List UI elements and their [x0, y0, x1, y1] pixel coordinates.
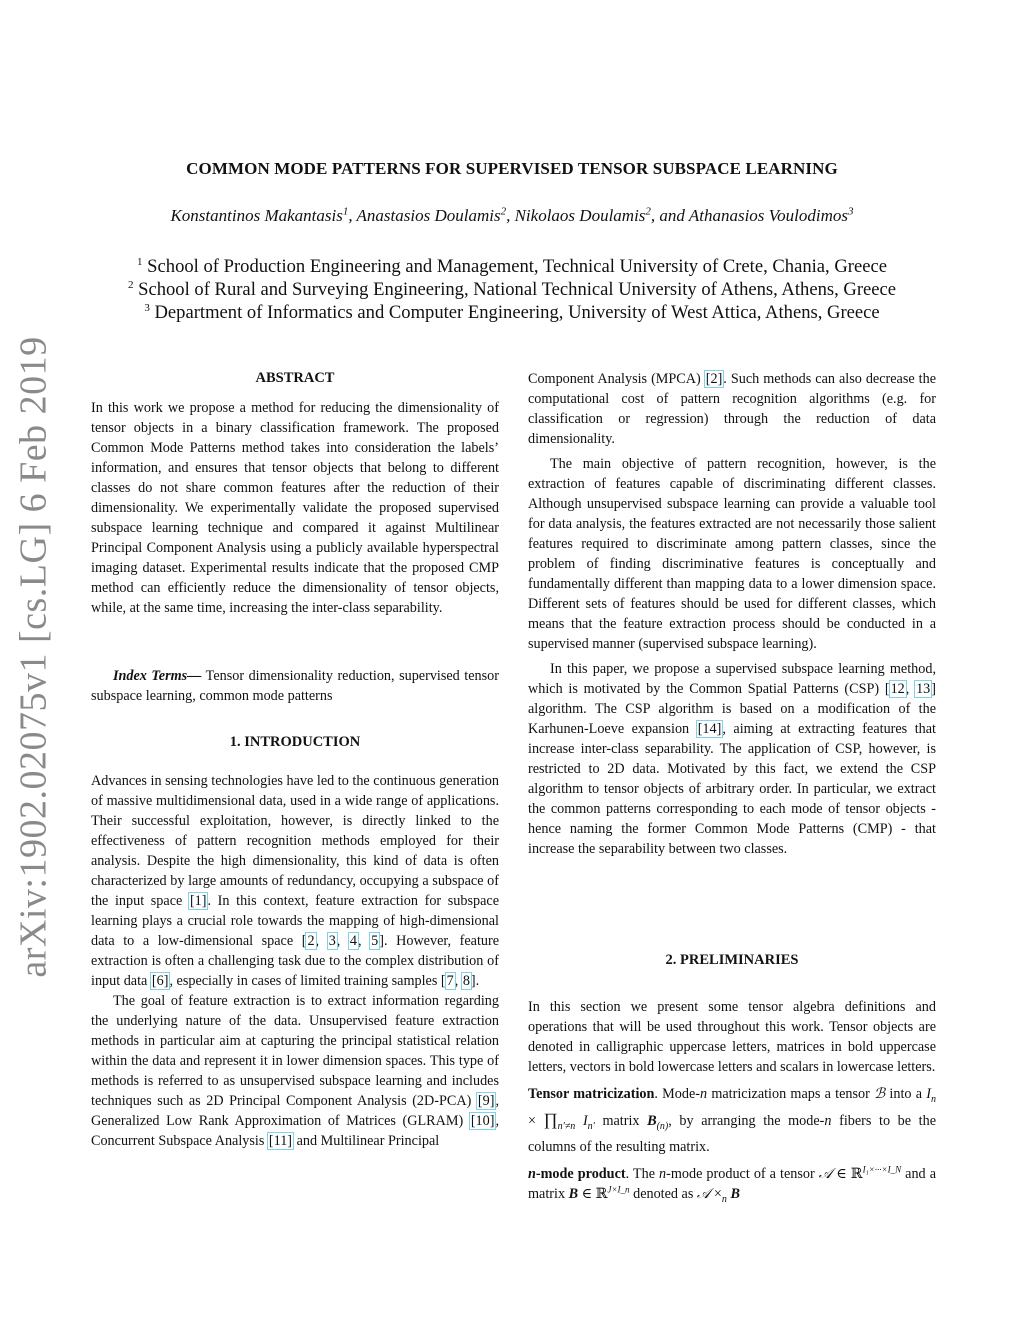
- intro-paragraph-2: [91, 991, 499, 1151]
- math-superscript: J×I_n: [607, 1183, 630, 1194]
- math-subscript: (n): [656, 1120, 669, 1132]
- text-run: ].: [470, 973, 480, 989]
- citation-link[interactable]: 7: [446, 973, 454, 989]
- index-terms-label: Index Terms—: [113, 668, 202, 684]
- citation-link[interactable]: [6]: [151, 973, 169, 989]
- author-name: Anastasios Doulamis: [356, 206, 501, 225]
- math-symbol: 𝒜: [696, 1185, 711, 1202]
- affiliation-number: 1: [137, 255, 143, 268]
- affiliation-line: [80, 255, 944, 278]
- text-run: and Multilinear Principal: [293, 1133, 440, 1149]
- text-run: , by arranging the mode-: [668, 1112, 825, 1129]
- text-run: matrix: [594, 1112, 648, 1129]
- text-run: , Generalized Low Rank Approximation of Matrices (GLRAM): [91, 1093, 499, 1129]
- text-run: fibers to be the columns of the resulting matrix.: [528, 1112, 936, 1155]
- text-run: . Such methods can also decrease the computational cost of pattern recognition algorithms (e.g. for classification or regression) through the reduction of data dimensionality.: [528, 371, 936, 447]
- introduction-heading: 1. INTRODUCTION: [229, 734, 361, 750]
- author-separator: ,: [348, 206, 357, 225]
- index-terms-text: Tensor dimensionality reduction, supervised tensor subspace learning, common mode patterns: [91, 668, 499, 704]
- math-symbol: n: [659, 1165, 667, 1182]
- definition-label: -mode product: [535, 1165, 626, 1182]
- math-operator: ∈: [578, 1185, 596, 1202]
- citation-link[interactable]: 2: [307, 933, 315, 949]
- text-run: , especially in cases of limited training samples [: [169, 973, 446, 989]
- affiliation-mark: 3: [848, 205, 854, 218]
- text-run: . Mode-: [654, 1086, 701, 1102]
- text-run: Component Analysis (MPCA): [528, 371, 705, 387]
- citation-link[interactable]: 12: [890, 681, 905, 697]
- affiliation-mark: 2: [500, 205, 507, 218]
- introduction-body-continued: [528, 369, 936, 859]
- math-operator: ∏: [543, 1109, 558, 1129]
- math-subscript: n′≠n: [557, 1120, 576, 1132]
- text-run: . In this context, feature extraction for subspace learning plays a crucial role towards the mapping of high-dimensional data to a low-dimensional space [: [91, 893, 499, 949]
- nmode-product-definition: [528, 1164, 936, 1210]
- math-symbol: B: [730, 1185, 740, 1202]
- abstract-body: [91, 398, 499, 618]
- author-separator: , and: [650, 206, 689, 225]
- citation-link[interactable]: 13: [916, 681, 931, 697]
- math-symbol: B: [647, 1112, 657, 1129]
- text-run: The goal of feature extraction is to extract information regarding the underlying nature of the data. Unsupervised feature extraction methods in particular aim at capturing the principal statistical relation within the data and represent it in lower dimension spaces. This type of methods is referred to as unsupervised subspace learning and includes techniques such as 2D Principal Component Analysis (2D-PCA): [91, 993, 499, 1109]
- paper-title: COMMON MODE PATTERNS FOR SUPERVISED TENSOR SUBSPACE LEARNING: [186, 159, 838, 178]
- math-symbol: n: [824, 1112, 832, 1129]
- affiliation-text: School of Production Engineering and Management, Technical University of Crete, Chania, Greece: [147, 256, 887, 277]
- arxiv-stamp: [13, 336, 56, 978]
- intro-paragraph-5: In this paper, we propose a supervised subspace learning method, which is motivated by the Common Spatial Patterns (CSP) [12, 13] algorithm. The CSP algorithm is based on a modification of the Karhunen-Loeve expansion [14], aiming at extracting features that increase inter-class separability. The application of CSP, however, is restricted to 2D data. Motivated by this fact, we extend the CSP algorithm to tensor objects of arbitrary order. In particular, we extract the common patterns corresponding to each mode of tensor objects - hence naming the former Common Mode Patterns (CMP) - that increase the separability between two classes.: [528, 661, 937, 857]
- definition-label: n: [528, 1165, 536, 1182]
- index-terms: [91, 666, 499, 706]
- math-symbol: I: [926, 1086, 932, 1102]
- affiliation-number: 2: [127, 278, 134, 291]
- math-subscript: n′: [587, 1120, 595, 1132]
- text-run: denoted as: [629, 1185, 697, 1202]
- math-operator: ×: [528, 1112, 544, 1129]
- text-run: In this paper, we propose a supervised subspace learning method, which is motivated by the Common Spatial Patterns (CSP) [: [528, 661, 936, 697]
- citation-link[interactable]: 8: [462, 973, 470, 989]
- affiliation-mark: 1: [342, 205, 349, 218]
- citation-link[interactable]: [14]: [697, 721, 722, 737]
- citation-link[interactable]: [10]: [470, 1113, 495, 1129]
- intro-paragraph-3: [528, 369, 936, 449]
- text-run: into a: [885, 1086, 927, 1102]
- text-run: -mode product of a tensor: [666, 1165, 819, 1182]
- math-subscript: n: [721, 1193, 727, 1205]
- math-symbol: 𝒜: [818, 1165, 833, 1182]
- math-symbol: I: [582, 1112, 588, 1129]
- matricization-definition: [528, 1084, 936, 1157]
- citation-link[interactable]: [2]: [705, 371, 723, 387]
- affiliation-text: School of Rural and Surveying Engineering, National Technical University of Athens, Athens, Greece: [138, 279, 897, 300]
- citation-link[interactable]: [9]: [477, 1093, 495, 1109]
- citation-link[interactable]: 4: [349, 933, 358, 949]
- introduction-body: [91, 771, 499, 1151]
- affiliation-line: [80, 278, 944, 301]
- author-name: Athanasios Voulodimos: [688, 206, 849, 225]
- text-run: . The: [625, 1165, 660, 1182]
- author-name: Nikolaos Doulamis: [514, 206, 646, 225]
- preliminaries-body: [528, 997, 936, 1209]
- abstract-heading: ABSTRACT: [255, 370, 335, 386]
- affiliation-line: [80, 301, 944, 324]
- math-symbol: ℬ: [874, 1086, 886, 1102]
- math-symbol: ℝ: [850, 1165, 863, 1182]
- prelim-paragraph-1: In this section we present some tensor algebra definitions and operations that will be used throughout this work. Tensor objects are denoted in calligraphic uppercase letters, matrices in bold uppercase letters, vectors in bold lowercase letters and scalars in lowercase letters.: [528, 999, 936, 1075]
- author-name: Konstantinos Makantasis: [170, 206, 343, 225]
- text-run: , Concurrent Subspace Analysis: [91, 1113, 499, 1149]
- math-operator: ×: [710, 1185, 722, 1202]
- affiliation-number: 3: [144, 301, 150, 314]
- abstract-text: In this work we propose a method for reducing the dimensionality of tensor objects in a binary classification framework. The proposed Common Mode Patterns method takes into consideration the labels’ information, and ensures that tensor objects that belong to different classes do not share common features after the reduction of their dimensionality. We experimentally validate the proposed supervised subspace learning technique and compared it against Multilinear Principal Component Analysis using a publicly available hyperspectral imaging dataset. Experimental results indicate that the proposed CMP method can efficiently reduce the dimensionality of tensor objects, while, at the same time, increasing the inter-class separability.: [91, 400, 499, 616]
- text-run: , aiming at extracting features that increase inter-class separability. The application of CSP, however, is restricted to 2D data. Motivated by this fact, we extend the CSP algorithm to tensor objects of arbitrary order. In particular, we extract the common patterns corresponding to each mode of tensor objects - hence naming the former Common Mode Patterns (CMP) - that increase the separability between two classes.: [528, 721, 937, 857]
- definition-label: Tensor matricization: [528, 1086, 655, 1102]
- author-list: [80, 206, 944, 226]
- citation-link[interactable]: 3: [328, 933, 336, 949]
- preliminaries-heading: 2. PRELIMINARIES: [665, 952, 799, 968]
- intro-paragraph-1: Advances in sensing technologies have led to the continuous generation of massive multidimensional data, used in a wide range of applications. Their successful exploitation, however, is directly linked to the effectiveness of pattern recognition methods employed for their analysis. Despite the high dimensionality, this kind of data is often characterized by large amounts of redundancy, occupying a subspace of the input space [1]. In this context, feature extraction for subspace learning plays a crucial role towards the mapping of high-dimensional data to a low-dimensional space [2, 3, 4, 5]. However, feature extraction is often a challenging task due to the complex distribution of input data [6], especially in cases of limited training samples [7, 8].: [91, 773, 500, 989]
- math-operator: ∈: [832, 1165, 847, 1182]
- math-superscript: I₁×···×I_N: [862, 1163, 902, 1174]
- affiliation-list: [80, 255, 944, 324]
- intro-paragraph-4: The main objective of pattern recognition, however, is the extraction of features capable of discriminating different classes. Although unsupervised subspace learning can provide a valuable tool for data analysis, the features extracted are not necessarily those salient features required to discriminate among pattern classes, since the problem of finding discriminative features is conceptually and fundamentally different than mapping data to a lower dimension space. Different sets of features should be used for different classes, which means that the feature extraction process should be conducted in a supervised manner (supervised subspace learning).: [528, 456, 936, 652]
- math-symbol: B: [568, 1185, 579, 1202]
- affiliation-mark: 2: [645, 205, 651, 218]
- math-symbol: n: [700, 1086, 708, 1102]
- text-run: and a matrix: [528, 1165, 936, 1202]
- citation-link[interactable]: [1]: [189, 893, 207, 909]
- text-run: Advances in sensing technologies have led to the continuous generation of massive multidimensional data, used in a wide range of applications. Their successful exploitation, however, is directly linked to the effectiveness of pattern recognition methods employed for their analysis. Despite the high dimensionality, this kind of data is often characterized by large amounts of redundancy, occupying a subspace of the input space: [91, 773, 499, 909]
- citation-link[interactable]: [11]: [268, 1133, 293, 1149]
- citation-link[interactable]: 5: [371, 933, 379, 949]
- math-symbol: ℝ: [595, 1185, 608, 1202]
- affiliation-text: Department of Informatics and Computer Engineering, University of West Attica, Athens, Greece: [154, 302, 880, 323]
- text-run: matricization maps a tensor: [707, 1086, 875, 1102]
- author-separator: ,: [506, 206, 515, 225]
- arxiv-id: arXiv:1902.02075v1 [cs.LG] 6 Feb 2019: [13, 336, 56, 978]
- text-run: ] algorithm. The CSP algorithm is based on a modification of the Karhunen-Loeve expansion: [528, 681, 936, 737]
- math-subscript: n: [931, 1093, 937, 1105]
- text-run: ]. However, feature extraction is often a challenging task due to the complex distribution of input data: [91, 933, 500, 989]
